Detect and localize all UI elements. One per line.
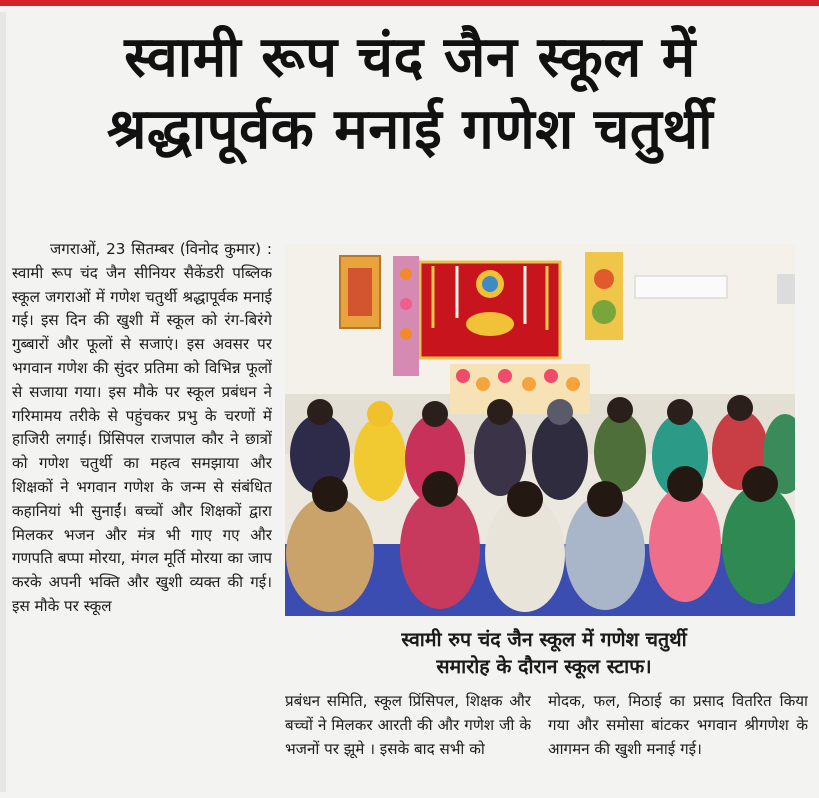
top-accent-rule: [0, 0, 819, 6]
page-edge: [0, 12, 6, 792]
article-column-middle: [285, 690, 531, 794]
event-photo-illustration: [285, 244, 795, 616]
article-body-middle: प्रबंधन समिति, स्कूल प्रिंसिपल, शिक्षक और बच्चों ने मिलकर आरती की और गणेश जी के भजनों पर झूमे । इसके बाद सभी को: [285, 692, 531, 758]
article-column-right: [548, 690, 808, 794]
article-column-left: [12, 238, 272, 794]
headline-line-2: श्रद्धापूर्वक मनाई गणेश चतुर्थी: [106, 97, 714, 162]
headline: [10, 22, 810, 166]
event-photo: [285, 244, 795, 616]
article-body-right: मोदक, फल, मिठाई का प्रसाद वितरित किया गया और समोसा बांटकर भगवान श्रीगणेश के आगमन की खुशी मनाई गई।: [548, 692, 808, 758]
article-body-left: जगराओं, 23 सितम्बर (विनोद कुमार) : स्वामी रूप चंद जैन सीनियर सैकेंडरी पब्लिक स्कूल जगराओं में गणेश चतुर्थी श्रद्धापूर्वक मनाई गई। इस दिन की खुशी में स्कूल को रंग-बिरंगे गुब्बारों और फूलों से सजाएं। इस अवसर पर भगवान गणेश की सुंदर प्रतिमा को विभिन्न फूलों से सजाया गया। इस मौके पर स्कूल प्रबंधन ने गरिमामय तरीके से पहुंचकर प्रभु के चरणों में हाजिरी लगाई। प्रिंसिपल राजपाल कौर ने छात्रों को गणेश चतुर्थी का महत्व समझाया और शिक्षकों ने भगवान गणेश के जन्म से संबंधित कहानियां भी सुनाईं। बच्चों और शिक्षकों द्वारा मिलकर भजन और मंत्र भी गाए गए और गणपति बप्पा मोरया, मंगल मूर्ति मोरया का जाप करके अपनी भक्ति और खुशी व्यक्त की गई। इस मौके पर स्कूल: [12, 240, 272, 615]
photo-caption-line-2: समारोह के दौरान स्कूल स्टाफ।: [436, 655, 652, 678]
headline-line-1: स्वामी रूप चंद जैन स्कूल में: [124, 25, 696, 90]
photo-caption: [282, 626, 806, 680]
photo-caption-line-1: स्वामी रुप चंद जैन स्कूल में गणेश चतुर्थी: [401, 628, 687, 651]
